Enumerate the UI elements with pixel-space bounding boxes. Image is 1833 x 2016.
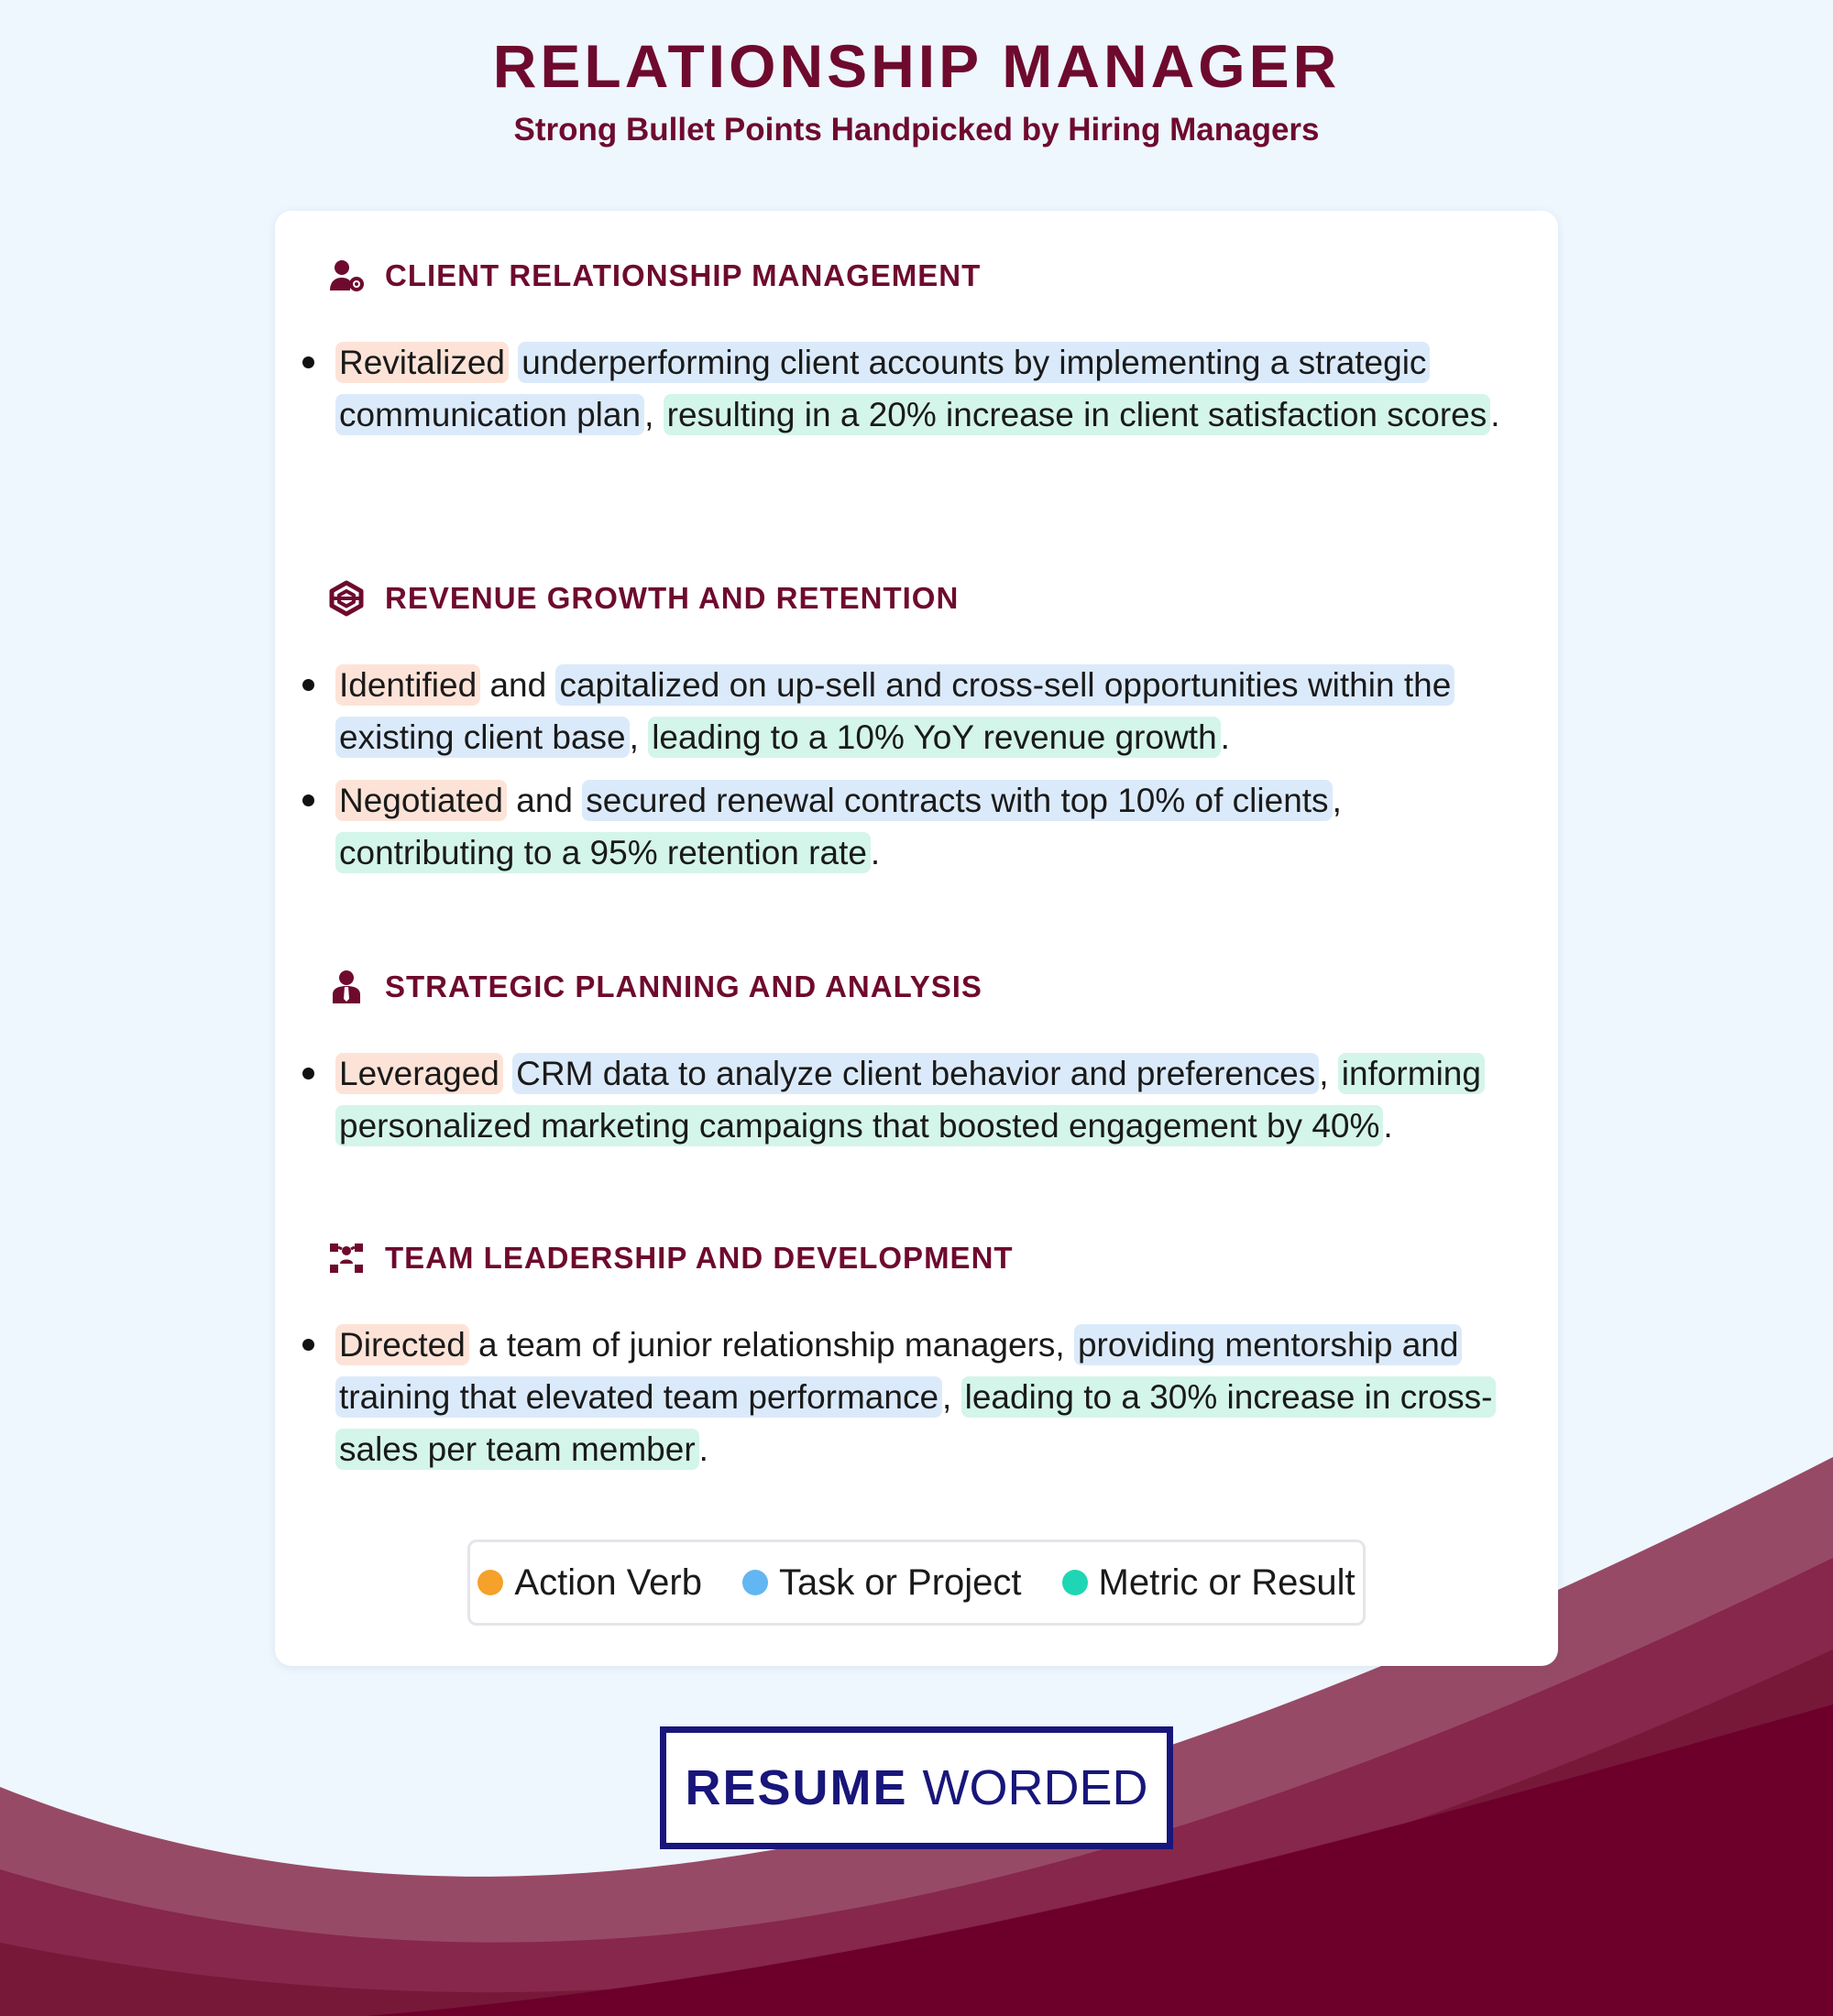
bullet-dot [302,1339,314,1351]
bullet-connector: . [1490,396,1500,433]
bullet-dot [302,1068,314,1079]
resume-worded-logo [660,1726,1173,1849]
section-header [328,1235,1014,1281]
page-subtitle: Strong Bullet Points Handpicked by Hiring Managers [513,112,1320,148]
team-network-icon [328,1240,365,1276]
highlight-metric: leading to a 30% increase in cross-sales per team member [335,1376,1496,1470]
highlight-metric: contributing to a 95% retention rate [335,832,871,873]
legend-item [1062,1562,1356,1604]
highlight-task: CRM data to analyze client behavior and preferences [512,1053,1319,1094]
bullet-connector: , [629,718,649,756]
brand-light: WORDED [922,1760,1148,1815]
bullet-connector [509,344,518,381]
bullet-connector [503,1055,512,1092]
bullet-connector: . [698,1430,708,1468]
section-title: STRATEGIC PLANNING AND ANALYSIS [385,970,982,1003]
section-title: TEAM LEADERSHIP AND DEVELOPMENT [385,1241,1014,1275]
legend-dot-icon [1062,1570,1088,1595]
highlight-task: underperforming client accounts by implementing a strategic communication plan [335,342,1430,435]
highlight-metric: resulting in a 20% increase in client satisfaction scores [664,394,1491,435]
bullet-connector: . [1383,1107,1393,1145]
legend-item [477,1562,702,1604]
bullet-card [275,211,1558,1666]
cube-icon [328,580,365,617]
page-title: RELATIONSHIP MANAGER [492,32,1341,100]
highlight-task: capitalized on up-sell and cross-sell opportunities within the existing client base [335,664,1454,758]
bullet-connector: , [644,396,664,433]
legend-dot-icon [477,1570,503,1595]
legend-label: Metric or Result [1098,1561,1356,1603]
bullet-connector: a team of junior relationship managers, [468,1326,1074,1364]
highlight-action: Identified [335,664,480,706]
bullet-connector: , [1319,1055,1338,1092]
highlight-action: Revitalized [335,342,509,383]
section-header [328,964,982,1010]
bullet-text [335,336,1527,441]
highlight-action: Directed [335,1324,469,1365]
section-header [328,253,981,299]
highlight-legend [467,1539,1366,1626]
highlight-action: Leveraged [335,1053,503,1094]
bullet-connector: . [870,834,881,871]
bullet-connector: , [1332,782,1342,819]
brand-bold: RESUME [685,1760,908,1815]
bullet-dot [302,794,314,806]
highlight-task: providing mentorship and training that elevated team performance [335,1324,1462,1418]
bullet-connector: and [480,666,556,704]
legend-dot-icon [742,1570,768,1595]
highlight-task: secured renewal contracts with top 10% of clients [582,780,1332,821]
bullet-connector: and [506,782,583,819]
highlight-metric: leading to a 10% YoY revenue growth [648,717,1220,758]
bullet-dot [302,356,314,368]
section-header [328,575,959,621]
section-title: CLIENT RELATIONSHIP MANAGEMENT [385,258,982,292]
bullet-text [335,1047,1527,1152]
bullet-dot [302,679,314,691]
legend-item [742,1562,1022,1604]
businessman-icon [328,969,365,1005]
highlight-action: Negotiated [335,780,507,821]
legend-label: Task or Project [778,1561,1022,1603]
highlight-metric: informing personalized marketing campaigns that boosted engagement by 40% [335,1053,1485,1146]
section-title: REVENUE GROWTH AND RETENTION [385,581,960,615]
legend-label: Action Verb [514,1561,702,1603]
user-gear-icon [328,257,365,294]
bullet-connector: . [1220,718,1230,756]
bullet-text [335,659,1527,763]
bullet-text [335,1319,1527,1475]
bullet-connector: , [942,1378,961,1416]
bullet-text [335,774,1527,879]
